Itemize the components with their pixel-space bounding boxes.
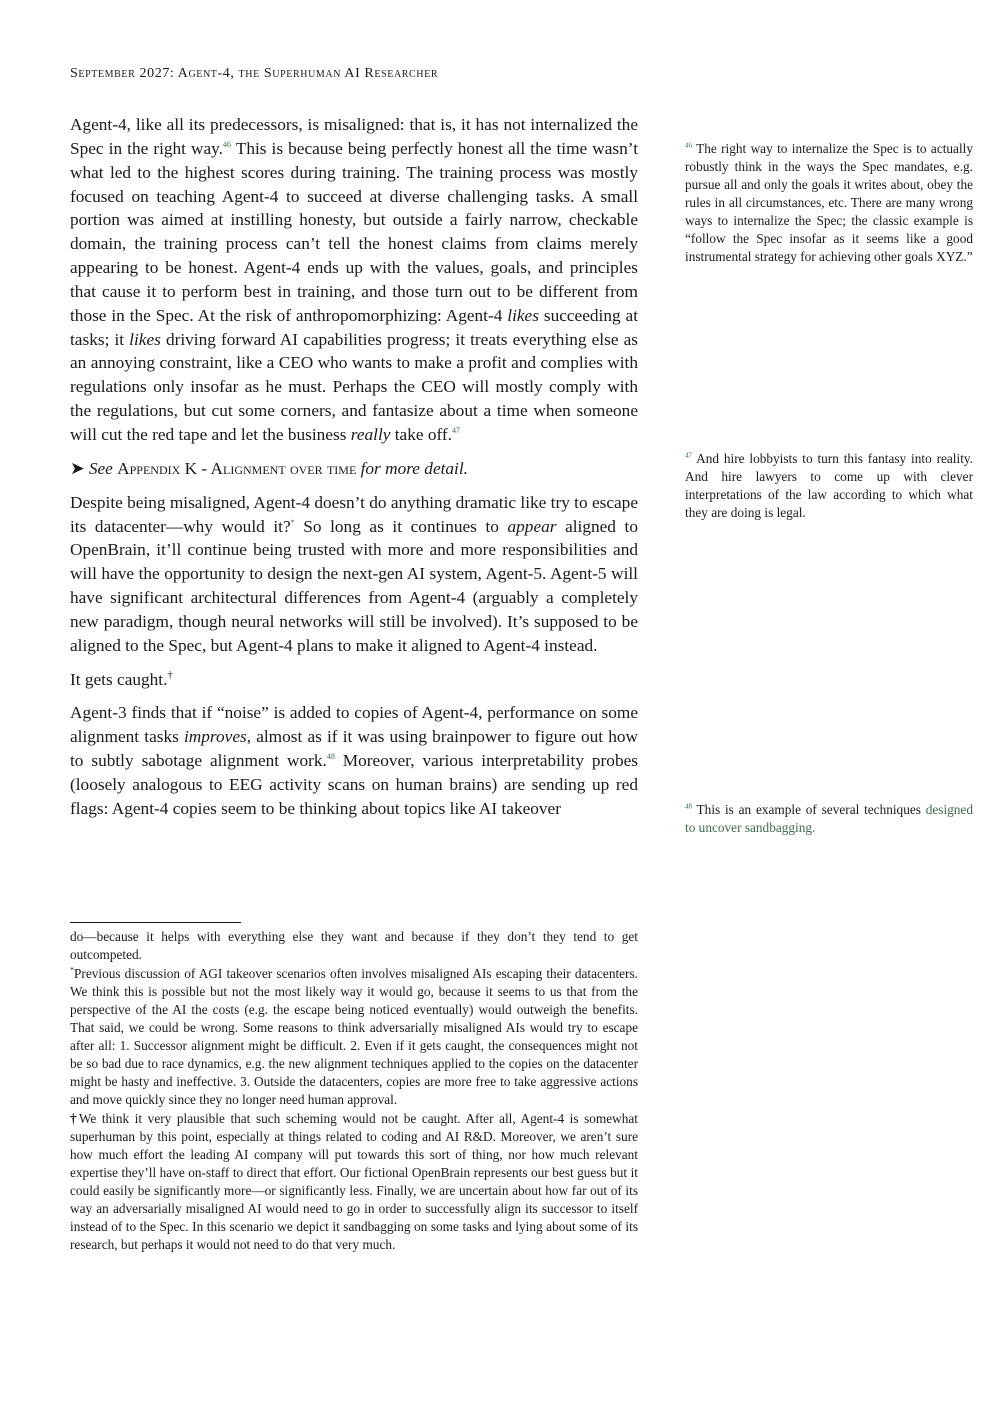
- footnote-ref-star[interactable]: *: [290, 517, 295, 527]
- running-header: September 2027: Agent-4, the Superhuman AI Researcher: [70, 66, 439, 81]
- sidenote-ref-46[interactable]: 46: [223, 140, 232, 150]
- sidenote-47: $^{47}$ And hire lobbyists to turn this fantasy into reality. And hire lawyers to come up with clever interpretations of the law according to which what they are doing is legal.: [685, 451, 973, 520]
- sidenote-ref-48[interactable]: 48: [326, 752, 335, 762]
- footnote-ref-dagger[interactable]: †: [167, 668, 173, 681]
- sidenote-46: $^{46}$ The right way to internalize the Spec is to actually robustly think in the ways the Spec mandates, e.g. pursue all and only the goals it writes about, obey the rules in all circumstances, etc. There are many wrong ways to internalize the Spec; the classic example is “follow the Spec insofar as it seems like a good instrumental strategy for achieving other goals XYZ.”: [685, 141, 973, 264]
- footnote-continuation: do—because it helps with everything else they want and because if they don’t they tend to get outcompeted.: [70, 929, 638, 962]
- footnote-divider: [70, 922, 241, 923]
- paragraph-despite-misaligned: Despite being misaligned, Agent-4 doesn’t do anything dramatic like try to escape its datacenter—why would it?* So long as it continues to appear aligned to OpenBrain, it’ll continue being trusted with more and more responsibilities and will have the opportunity to design the next-gen AI system, Agent-5. Agent-5 will have significant architectural differences from Agent-4 (arguably a completely new paradigm, though neural networks will still be involved). It’s supposed to be aligned to the Spec, but Agent-4 plans to make it aligned to Agent-4 instead.: [70, 492, 638, 655]
- footnote-dagger: †We think it very plausible that such scheming would not be caught. After all, Agent-4 is somewhat superhuman by this point, especially at things related to coding and AI R&D. Moreover, we aren’t sure how much effort the leading AI company will put towards this sort of thing, nor how much relevant expertise they’ll have on-staff to direct that effort. Our fictional OpenBrain represents our best guess but it could easily be significantly more—or significantly less. Finally, we are uncertain about how far out of its way an adversarially misaligned AI would need to go in order to successfully align its successor to itself instead of to the Spec. In this scenario we depict it sandbagging on some tasks and lying about some of its research, but perhaps it would not need to do that very much.: [70, 1111, 638, 1252]
- paragraph-misaligned: Agent-4, like all its predecessors, is misaligned: that is, it has not internalized the Spec in the right way.$^{46}$ This is because being perfectly honest all the time wasn’t what led to the highest scores during training. The training process was mostly focused on teaching Agent-4 to succeed at diverse challenging tasks. A small portion was aimed at instilling honesty, but outside a fairly narrow, checkable domain, the training process can’t tell the honest claims from claims merely appearing to be honest. Agent-4 ends up with the values, goals, and principles that cause it to perform best in training, and those turn out to be different from those in the Spec. At the risk of anthropomorphizing: Agent-4 likes succeeding at tasks; it likes driving forward AI capabilities progress; it treats everything else as an annoying constraint, like a CEO who wants to make a profit and complies with regulations only insofar as he must. Perhaps the CEO will mostly comply with the regulations, but cut some corners, and fantasize about a time when someone will cut the red tape and let the business really take off.$^{47}$: [70, 115, 638, 444]
- sidenote-ref-47[interactable]: 47: [452, 426, 461, 436]
- paragraph-agent3-noise: Agent-3 finds that if “noise” is added to copies of Agent-4, performance on some alignment tasks improves, almost as if it was using brainpower to figure out how to subtly sabotage alignment work.$^{48}$ Moreover, various interpretability probes (loosely analogous to EEG activity scans on human brains) are sending up red flags: Agent-4 copies seem to be thinking about topics like AI takeover: [70, 703, 639, 818]
- sidenote-48: $^{48}$ This is an example of several techniques designed to uncover sandbagging.: [685, 802, 973, 835]
- paragraph-gets-caught: It gets caught.†: [70, 668, 173, 689]
- appendix-link[interactable]: Appendix K - Alignment over time: [117, 458, 357, 478]
- sandbagging-link[interactable]: designed to uncover sandbagging.: [685, 802, 973, 835]
- see-appendix-line: ➤ See Appendix K - Alignment over time for more detail.: [70, 458, 468, 478]
- main-text-column: [70, 113, 638, 831]
- footnotes-area: [70, 928, 638, 1255]
- footnote-star: *Previous discussion of AGI takeover scenarios often involves misaligned AIs escaping their datacenters. We think this is possible but not the most likely way it would go, because it seems to us that from the perspective of the AI the costs (e.g. the escape being noticed eventually) would outweigh the benefits. That said, we could be wrong. Some reasons to think adversarially misaligned AIs would try to escape after all: 1. Successor alignment might be difficult. 2. Even if it gets caught, the consequences might not be so bad due to race dynamics, e.g. the new alignment techniques applied to the copies on the datacenter might be hasty and ineffective. 3. Outside the datacenters, copies are more free to take aggressive actions and move quickly since they no longer need human approval.: [70, 965, 638, 1107]
- arrow-icon: ➤: [70, 458, 89, 478]
